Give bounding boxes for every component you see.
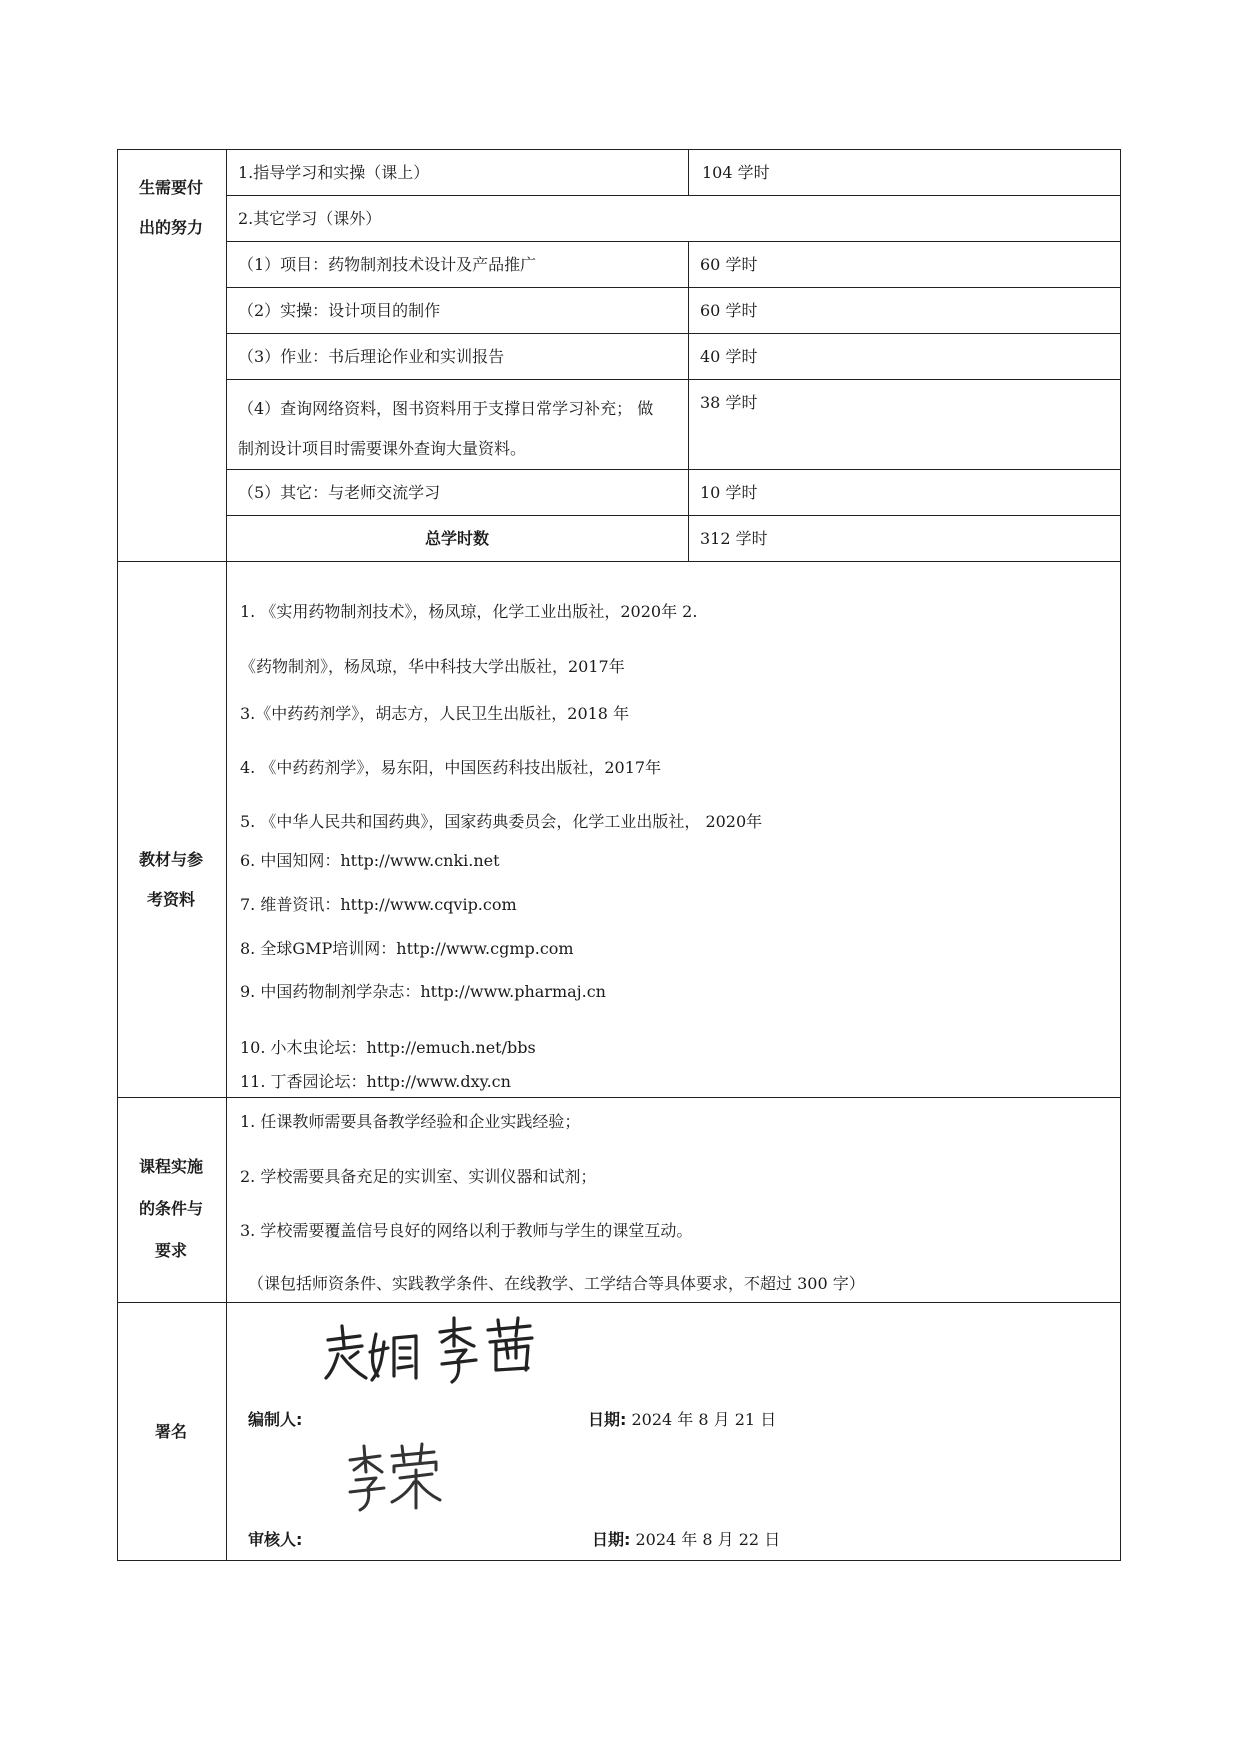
reference-line-2: 《药物制剂》，杨凤琼，华中科技大学出版社，2017年: [240, 657, 625, 676]
compiler-date-label: 日期:: [588, 1410, 627, 1429]
effort-hours-3: 60 学时: [700, 255, 758, 274]
reviewer-signature: [344, 1442, 444, 1512]
reference-line-5: 5. 《中华人民共和国药典》，国家药典委员会，化学工业出版社， 2020年: [240, 812, 763, 831]
effort-total-label: 总学时数: [424, 529, 489, 548]
effort-item-2: 2.其它学习（课外）: [238, 209, 382, 228]
effort-total-hours: 312 学时: [700, 529, 768, 548]
reference-line-3: 3.《中药药剂学》，胡志方，人民卫生出版社，2018 年: [240, 704, 630, 723]
condition-line-2: 2. 学校需要具备充足的实训室、实训仪器和试剂；: [240, 1167, 597, 1186]
effort-hours-1: 104 学时: [702, 163, 770, 182]
condition-line-3: 3. 学校需要覆盖信号良好的网络以利于教师与学生的课堂互动。: [240, 1221, 693, 1240]
reviewer-date: 2024 年 8 月 22 日: [635, 1530, 781, 1549]
reference-line-4: 4. 《中药药剂学》，易东阳，中国医药科技出版社，2017年: [240, 758, 662, 777]
effort-label-line2: 出的努力: [138, 218, 203, 237]
conditions-label-line2: 的条件与: [138, 1199, 203, 1218]
effort-item-6-line2: 制剂设计项目时需要课外查询大量资料。: [238, 439, 527, 458]
conditions-label-line3: 要求: [154, 1241, 187, 1260]
effort-hours-6: 38 学时: [700, 393, 758, 412]
conditions-label: [121, 1146, 221, 1272]
reviewer-date-label: 日期:: [592, 1530, 631, 1549]
effort-item-6-line1: （4）查询网络资料，图书资料用于支撑日常学习补充； 做: [238, 399, 654, 418]
reference-line-7: 7. 维普资讯：http://www.cqvip.com: [240, 895, 517, 914]
conditions-label-line1: 课程实施: [138, 1157, 203, 1176]
compiler-signature: [320, 1312, 560, 1392]
reference-line-8: 8. 全球GMP培训网：http://www.cgmp.com: [240, 939, 574, 958]
effort-item-4: （2）实操：设计项目的制作: [238, 301, 441, 320]
materials-label: [121, 840, 221, 920]
reference-line-10: 10. 小木虫论坛：http://emuch.net/bbs: [240, 1038, 536, 1057]
materials-label-line2: 考资料: [146, 890, 195, 909]
effort-hours-4: 60 学时: [700, 301, 758, 320]
condition-line-1: 1. 任课教师需要具备教学经验和企业实践经验；: [240, 1112, 581, 1131]
effort-item-3: （1）项目：药物制剂技术设计及产品推广: [238, 255, 537, 274]
effort-hours-7: 10 学时: [700, 483, 758, 502]
reference-line-9: 9. 中国药物制剂学杂志：http://www.pharmaj.cn: [240, 982, 606, 1001]
effort-hours-5: 40 学时: [700, 347, 758, 366]
condition-note: （课包括师资条件、实践教学条件、在线教学、工学结合等具体要求，不超过 300 字）: [248, 1274, 865, 1293]
compiler-date-group: [588, 1409, 776, 1431]
compiler-date: 2024 年 8 月 21 日: [631, 1410, 777, 1429]
effort-item-5: （3）作业：书后理论作业和实训报告: [238, 347, 505, 366]
reviewer-date-group: [592, 1529, 780, 1551]
reference-line-6: 6. 中国知网：http://www.cnki.net: [240, 851, 500, 870]
compiler-label: 编制人:: [248, 1410, 303, 1429]
materials-label-line1: 教材与参: [138, 850, 203, 869]
reference-line-11: 11. 丁香园论坛：http://www.dxy.cn: [240, 1072, 511, 1091]
signature-label: 署名: [154, 1422, 187, 1441]
effort-item-1: 1.指导学习和实操（课上）: [238, 163, 430, 182]
effort-label-line1: 生需要付: [138, 178, 203, 197]
effort-label: [121, 168, 221, 248]
reviewer-label: 审核人:: [248, 1530, 303, 1549]
reference-line-1: 1. 《实用药物制剂技术》，杨凤琼，化学工业出版社，2020年 2.: [240, 602, 698, 621]
effort-item-7: （5）其它：与老师交流学习: [238, 483, 441, 502]
